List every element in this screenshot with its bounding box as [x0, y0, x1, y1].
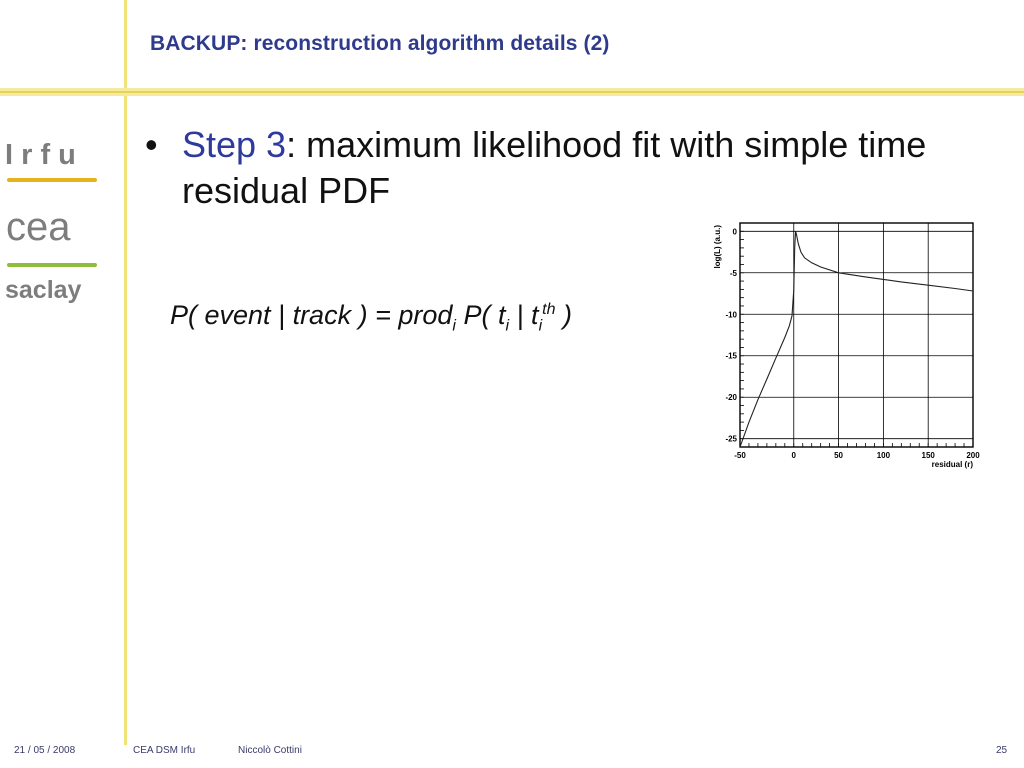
vertical-divider	[124, 0, 127, 745]
y-tick-label: -5	[729, 268, 737, 278]
formula-mid: P( t	[455, 300, 506, 330]
header-divider-line	[0, 91, 1024, 93]
y-tick-label: -10	[725, 310, 737, 320]
y-axis-label: log(L) (a.u.)	[713, 225, 722, 269]
step-label: Step 3	[182, 124, 287, 165]
bullet-marker: •	[145, 124, 158, 165]
x-tick-label: 200	[966, 451, 980, 460]
x-tick-label: 150	[921, 451, 935, 460]
slide-title: BACKUP: reconstruction algorithm details (2)	[150, 32, 610, 55]
x-tick-label: 0	[791, 451, 796, 460]
formula-sep: | t	[509, 300, 539, 330]
irfu-cea-saclay-logo	[0, 100, 122, 310]
logo-irfu-text: I r f u	[5, 139, 76, 171]
y-tick-label: -15	[725, 351, 737, 361]
plot-frame	[740, 223, 973, 447]
x-tick-label: -50	[734, 451, 746, 460]
logo-saclay-text: saclay	[5, 276, 82, 304]
x-tick-label: 100	[876, 451, 891, 460]
footer-date: 21 / 05 / 2008	[14, 745, 76, 756]
y-tick-label: 0	[732, 227, 737, 237]
y-tick-label: -25	[725, 434, 737, 444]
footer-org: CEA DSM Irfu	[133, 745, 196, 756]
logo-cea-text: cea	[6, 205, 71, 249]
footer-author: Niccolò Cottini	[238, 745, 302, 756]
formula-t2-sup: th	[542, 301, 556, 318]
formula-lhs: P( event | track ) = prod	[170, 300, 453, 330]
formula-prod-sub: i	[452, 317, 456, 335]
formula-rhs: )	[555, 300, 572, 330]
x-tick-label: 50	[834, 451, 844, 460]
footer-page-number: 25	[996, 745, 1008, 756]
logo-green-bar	[7, 263, 97, 267]
formula-t-sub: i	[505, 317, 510, 335]
logo-gold-bar	[7, 178, 97, 182]
likelihood-formula	[170, 300, 572, 335]
time-residual-pdf-plot	[710, 215, 990, 475]
bullet-text	[182, 122, 1002, 214]
formula-t2-sub: i	[538, 317, 543, 335]
x-axis-label: residual (r)	[931, 460, 973, 469]
step-description: : maximum likelihood fit with simple time residual PDF	[182, 124, 927, 211]
y-tick-label: -20	[725, 393, 737, 403]
